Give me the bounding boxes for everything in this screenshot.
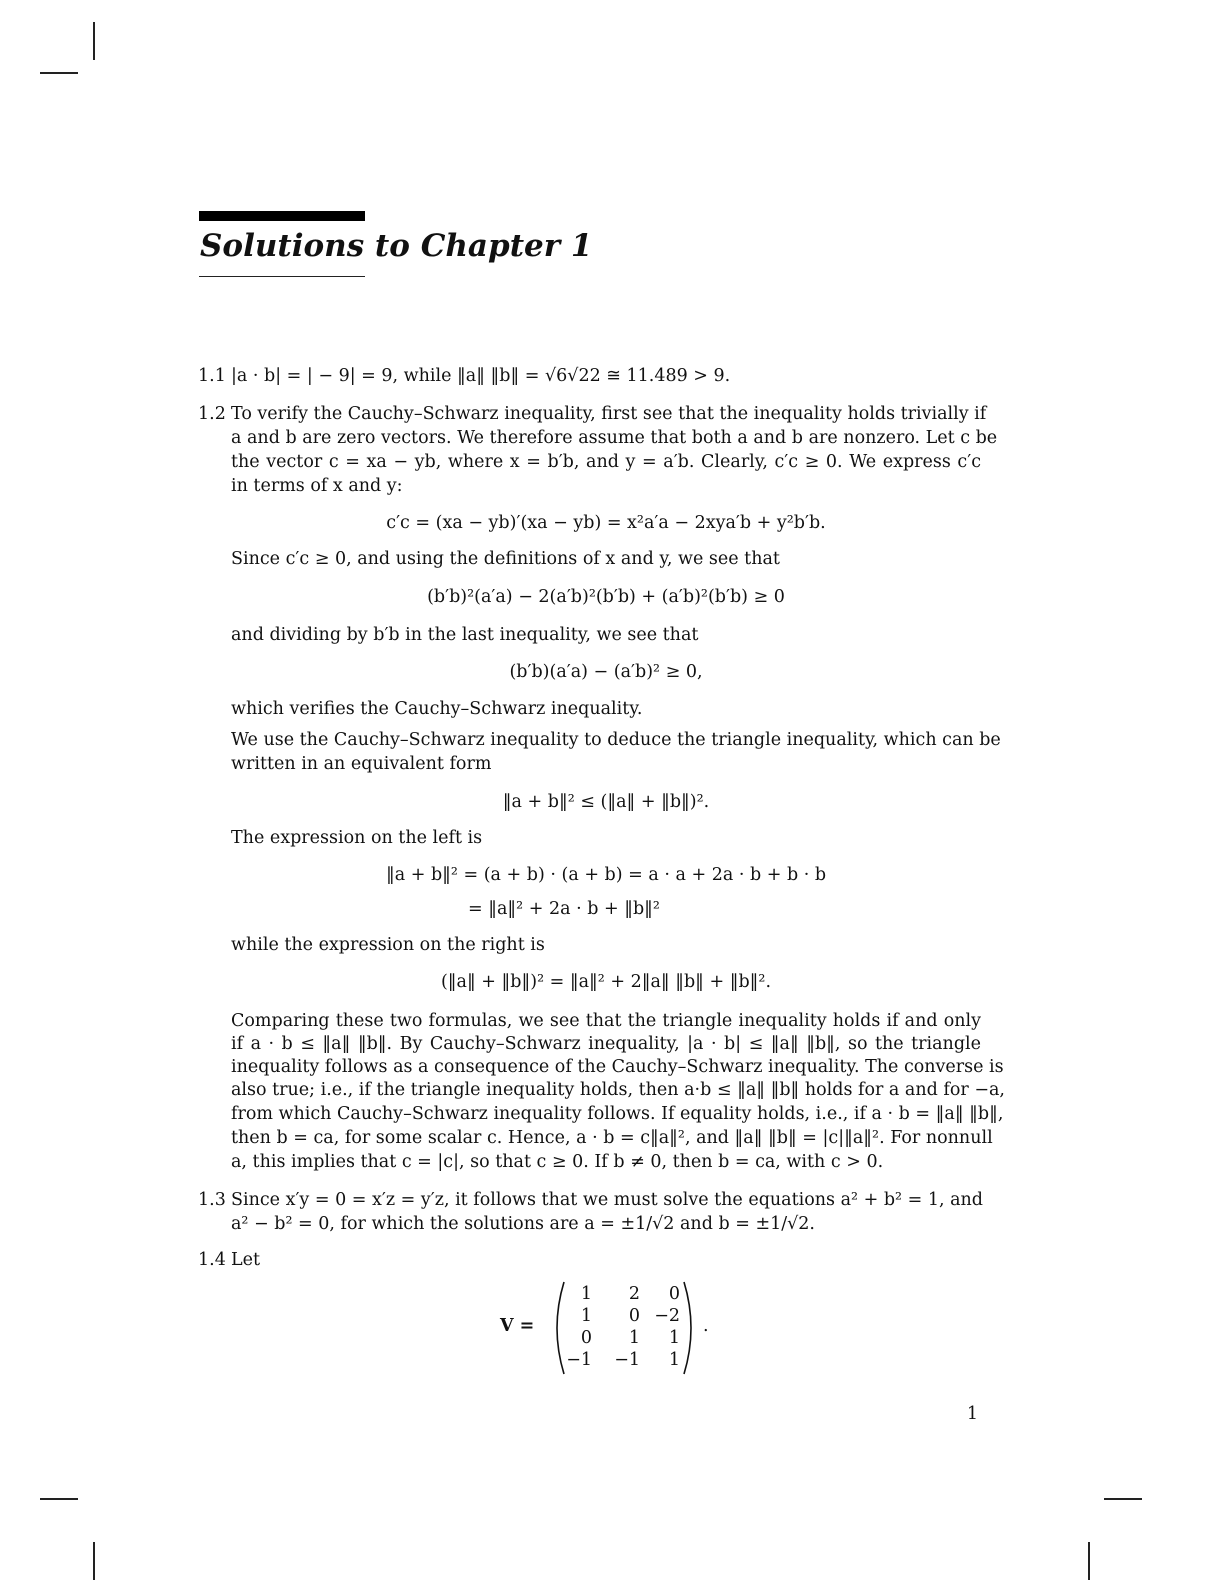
right-paren-icon xyxy=(680,1280,700,1376)
equation: (‖a‖ + ‖b‖)² = ‖a‖² + 2‖a‖ ‖b‖ + ‖b‖². xyxy=(440,972,772,992)
solution-line: To verify the Cauchy–Schwarz inequality, first see that the inequality holds trivially if xyxy=(231,404,987,424)
matrix-cell: 2 xyxy=(628,1284,640,1304)
solution-line: The expression on the left is xyxy=(231,828,483,848)
equation: (b′b)(a′a) − (a′b)² ≥ 0, xyxy=(509,662,703,682)
solution-line: the vector c = xa − yb, where x = b′b, and y = a′b. Clearly, c′c ≥ 0. We express c′c xyxy=(231,452,981,472)
chapter-rule xyxy=(199,276,365,277)
solution-line: Since c′c ≥ 0, and using the definitions of x and y, we see that xyxy=(231,549,780,569)
chapter-bar xyxy=(199,211,365,221)
matrix-cell: 0 xyxy=(668,1284,680,1304)
matrix-period: . xyxy=(703,1316,709,1336)
matrix-label: V = xyxy=(500,1316,535,1336)
matrix-cell: 1 xyxy=(580,1284,592,1304)
crop-mark xyxy=(93,1542,95,1580)
solution-line: inequality follows as a consequence of the Cauchy–Schwarz inequality. The converse is xyxy=(231,1057,1004,1077)
matrix-cell: 0 xyxy=(628,1306,640,1326)
solution-line: which verifies the Cauchy–Schwarz inequality. xyxy=(231,699,643,719)
matrix-cell: −1 xyxy=(566,1350,592,1370)
solution-line: written in an equivalent form xyxy=(231,754,492,774)
solution-line: Let xyxy=(231,1250,261,1270)
matrix-cell: 0 xyxy=(580,1328,592,1348)
solution-line: a, this implies that c = |c|, so that c ≥ 0. If b ≠ 0, then b = ca, with c > 0. xyxy=(231,1152,884,1172)
solution-line: a and b are zero vectors. We therefore assume that both a and b are nonzero. Let c be xyxy=(231,428,998,448)
crop-mark xyxy=(93,22,95,60)
page-number: 1 xyxy=(966,1404,978,1424)
equation: c′c = (xa − yb)′(xa − yb) = x²a′a − 2xya′b + y²b′b. xyxy=(386,513,826,533)
solution-line: |a · b| = | − 9| = 9, while ‖a‖ ‖b‖ = √6√22 ≅ 11.489 > 9. xyxy=(231,366,731,386)
solution-line: and dividing by b′b in the last inequality, we see that xyxy=(231,625,699,645)
solution-line: Since x′y = 0 = x′z = y′z, it follows that we must solve the equations a² + b² = 1, and xyxy=(231,1190,983,1210)
crop-mark xyxy=(40,1498,78,1500)
solution-line: in terms of x and y: xyxy=(231,476,403,496)
equation: = ‖a‖² + 2a · b + ‖b‖² xyxy=(468,899,660,919)
matrix-cell: −1 xyxy=(614,1350,640,1370)
equation: (b′b)²(a′a) − 2(a′b)²(b′b) + (a′b)²(b′b) ≥ 0 xyxy=(427,587,785,607)
matrix-cell: −2 xyxy=(654,1306,680,1326)
problem-number: 1.1 xyxy=(198,366,226,386)
chapter-title: Solutions to Chapter 1 xyxy=(200,228,593,264)
solution-line: then b = ca, for some scalar c. Hence, a · b = c‖a‖², and ‖a‖ ‖b‖ = |c|‖a‖². For nonnull xyxy=(231,1128,993,1148)
problem-number: 1.4 xyxy=(198,1250,226,1270)
solution-line: while the expression on the right is xyxy=(231,935,545,955)
solution-line: a² − b² = 0, for which the solutions are a = ±1/√2 and b = ±1/√2. xyxy=(231,1214,815,1234)
solution-line: also true; i.e., if the triangle inequality holds, then a·b ≤ ‖a‖ ‖b‖ holds for a and for −a, xyxy=(231,1080,1005,1100)
problem-number: 1.3 xyxy=(198,1190,226,1210)
equation: ‖a + b‖² = (a + b) · (a + b) = a · a + 2a · b + b · b xyxy=(386,865,827,885)
crop-mark xyxy=(1088,1542,1090,1580)
matrix-cell: 1 xyxy=(628,1328,640,1348)
matrix-cell: 1 xyxy=(668,1350,680,1370)
equation: ‖a + b‖² ≤ (‖a‖ + ‖b‖)². xyxy=(502,792,710,812)
solution-line: We use the Cauchy–Schwarz inequality to deduce the triangle inequality, which can be xyxy=(231,730,1001,750)
solution-line: Comparing these two formulas, we see that the triangle inequality holds if and only xyxy=(231,1011,981,1031)
matrix-cell: 1 xyxy=(580,1306,592,1326)
crop-mark xyxy=(40,72,78,74)
solution-line: if a · b ≤ ‖a‖ ‖b‖. By Cauchy–Schwarz inequality, |a · b| ≤ ‖a‖ ‖b‖, so the triangle xyxy=(231,1034,981,1054)
solution-line: from which Cauchy–Schwarz inequality follows. If equality holds, i.e., if a · b = ‖a‖ ‖b‖, xyxy=(231,1104,1004,1124)
matrix-cell: 1 xyxy=(668,1328,680,1348)
problem-number: 1.2 xyxy=(198,404,226,424)
crop-mark xyxy=(1104,1498,1142,1500)
